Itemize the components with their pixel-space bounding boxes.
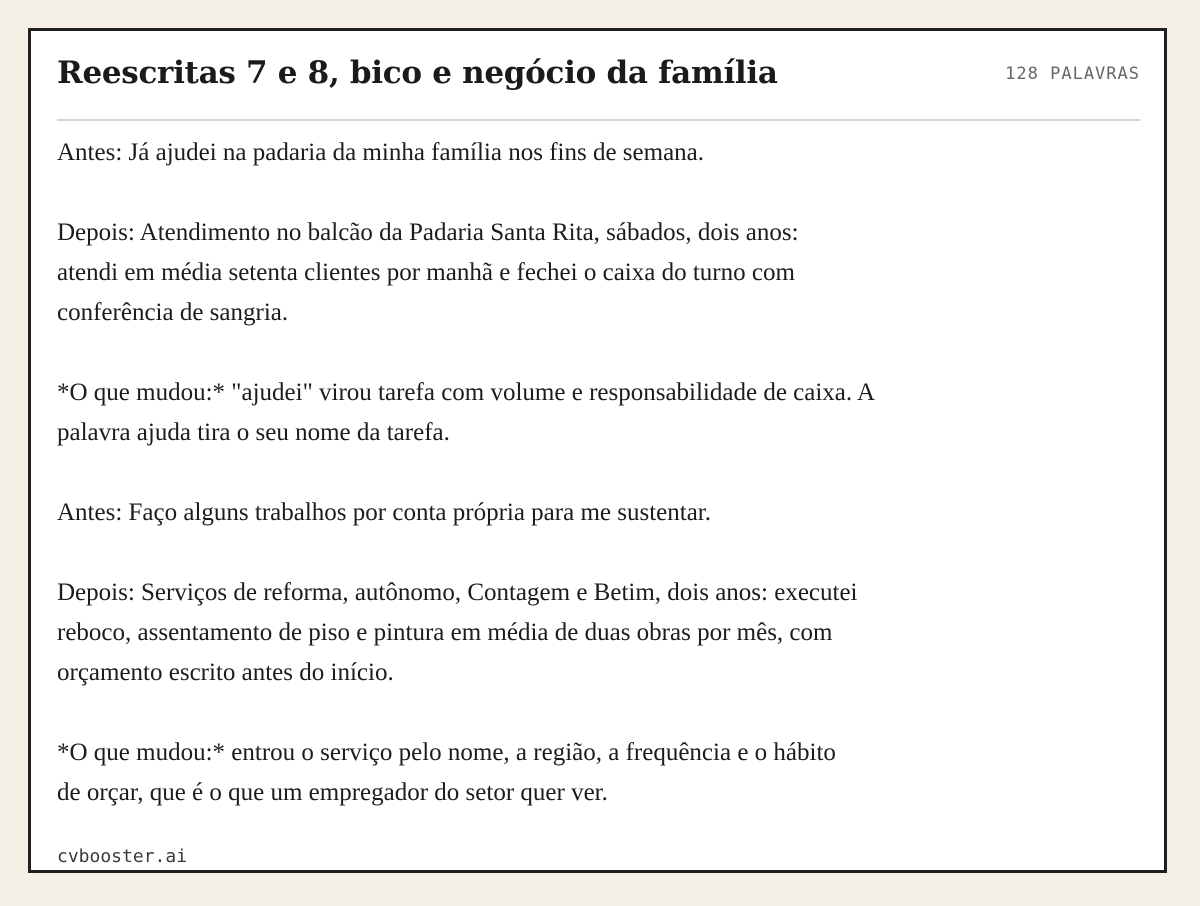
paragraph-before-1: Antes: Já ajudei na padaria da minha família nos fins de semana. [57, 139, 705, 166]
paragraph-before-2: Antes: Faço alguns trabalhos por conta própria para me sustentar. [57, 499, 711, 526]
word-count-badge: 128 PALAVRAS [1005, 64, 1140, 84]
card-header [57, 31, 1140, 121]
paragraph-after-1: Depois: Atendimento no balcão da Padaria Santa Rita, sábados, dois anos: atendi em média setenta clientes por manhã e fechei o caixa do turno com conferência de sangria. [57, 219, 799, 326]
paragraph-what-changed-2: *O que mudou:* entrou o serviço pelo nome, a região, a frequência e o hábito de orçar, que é o que um empregador do setor quer ver. [57, 739, 836, 806]
rewrite-card [28, 28, 1167, 873]
page-title: Reescritas 7 e 8, bico e negócio da família [57, 55, 778, 91]
paragraph-what-changed-1: *O que mudou:* "ajudei" virou tarefa com volume e responsabilidade de caixa. A palavra ajuda tira o seu nome da tarefa. [57, 379, 876, 446]
card-body [57, 133, 1037, 813]
footer-brand: cvbooster.ai [57, 846, 188, 867]
paragraph-after-2: Depois: Serviços de reforma, autônomo, Contagem e Betim, dois anos: executei reboco, assentamento de piso e pintura em média de duas obras por mês, com orçamento escrito antes do início. [57, 579, 858, 686]
